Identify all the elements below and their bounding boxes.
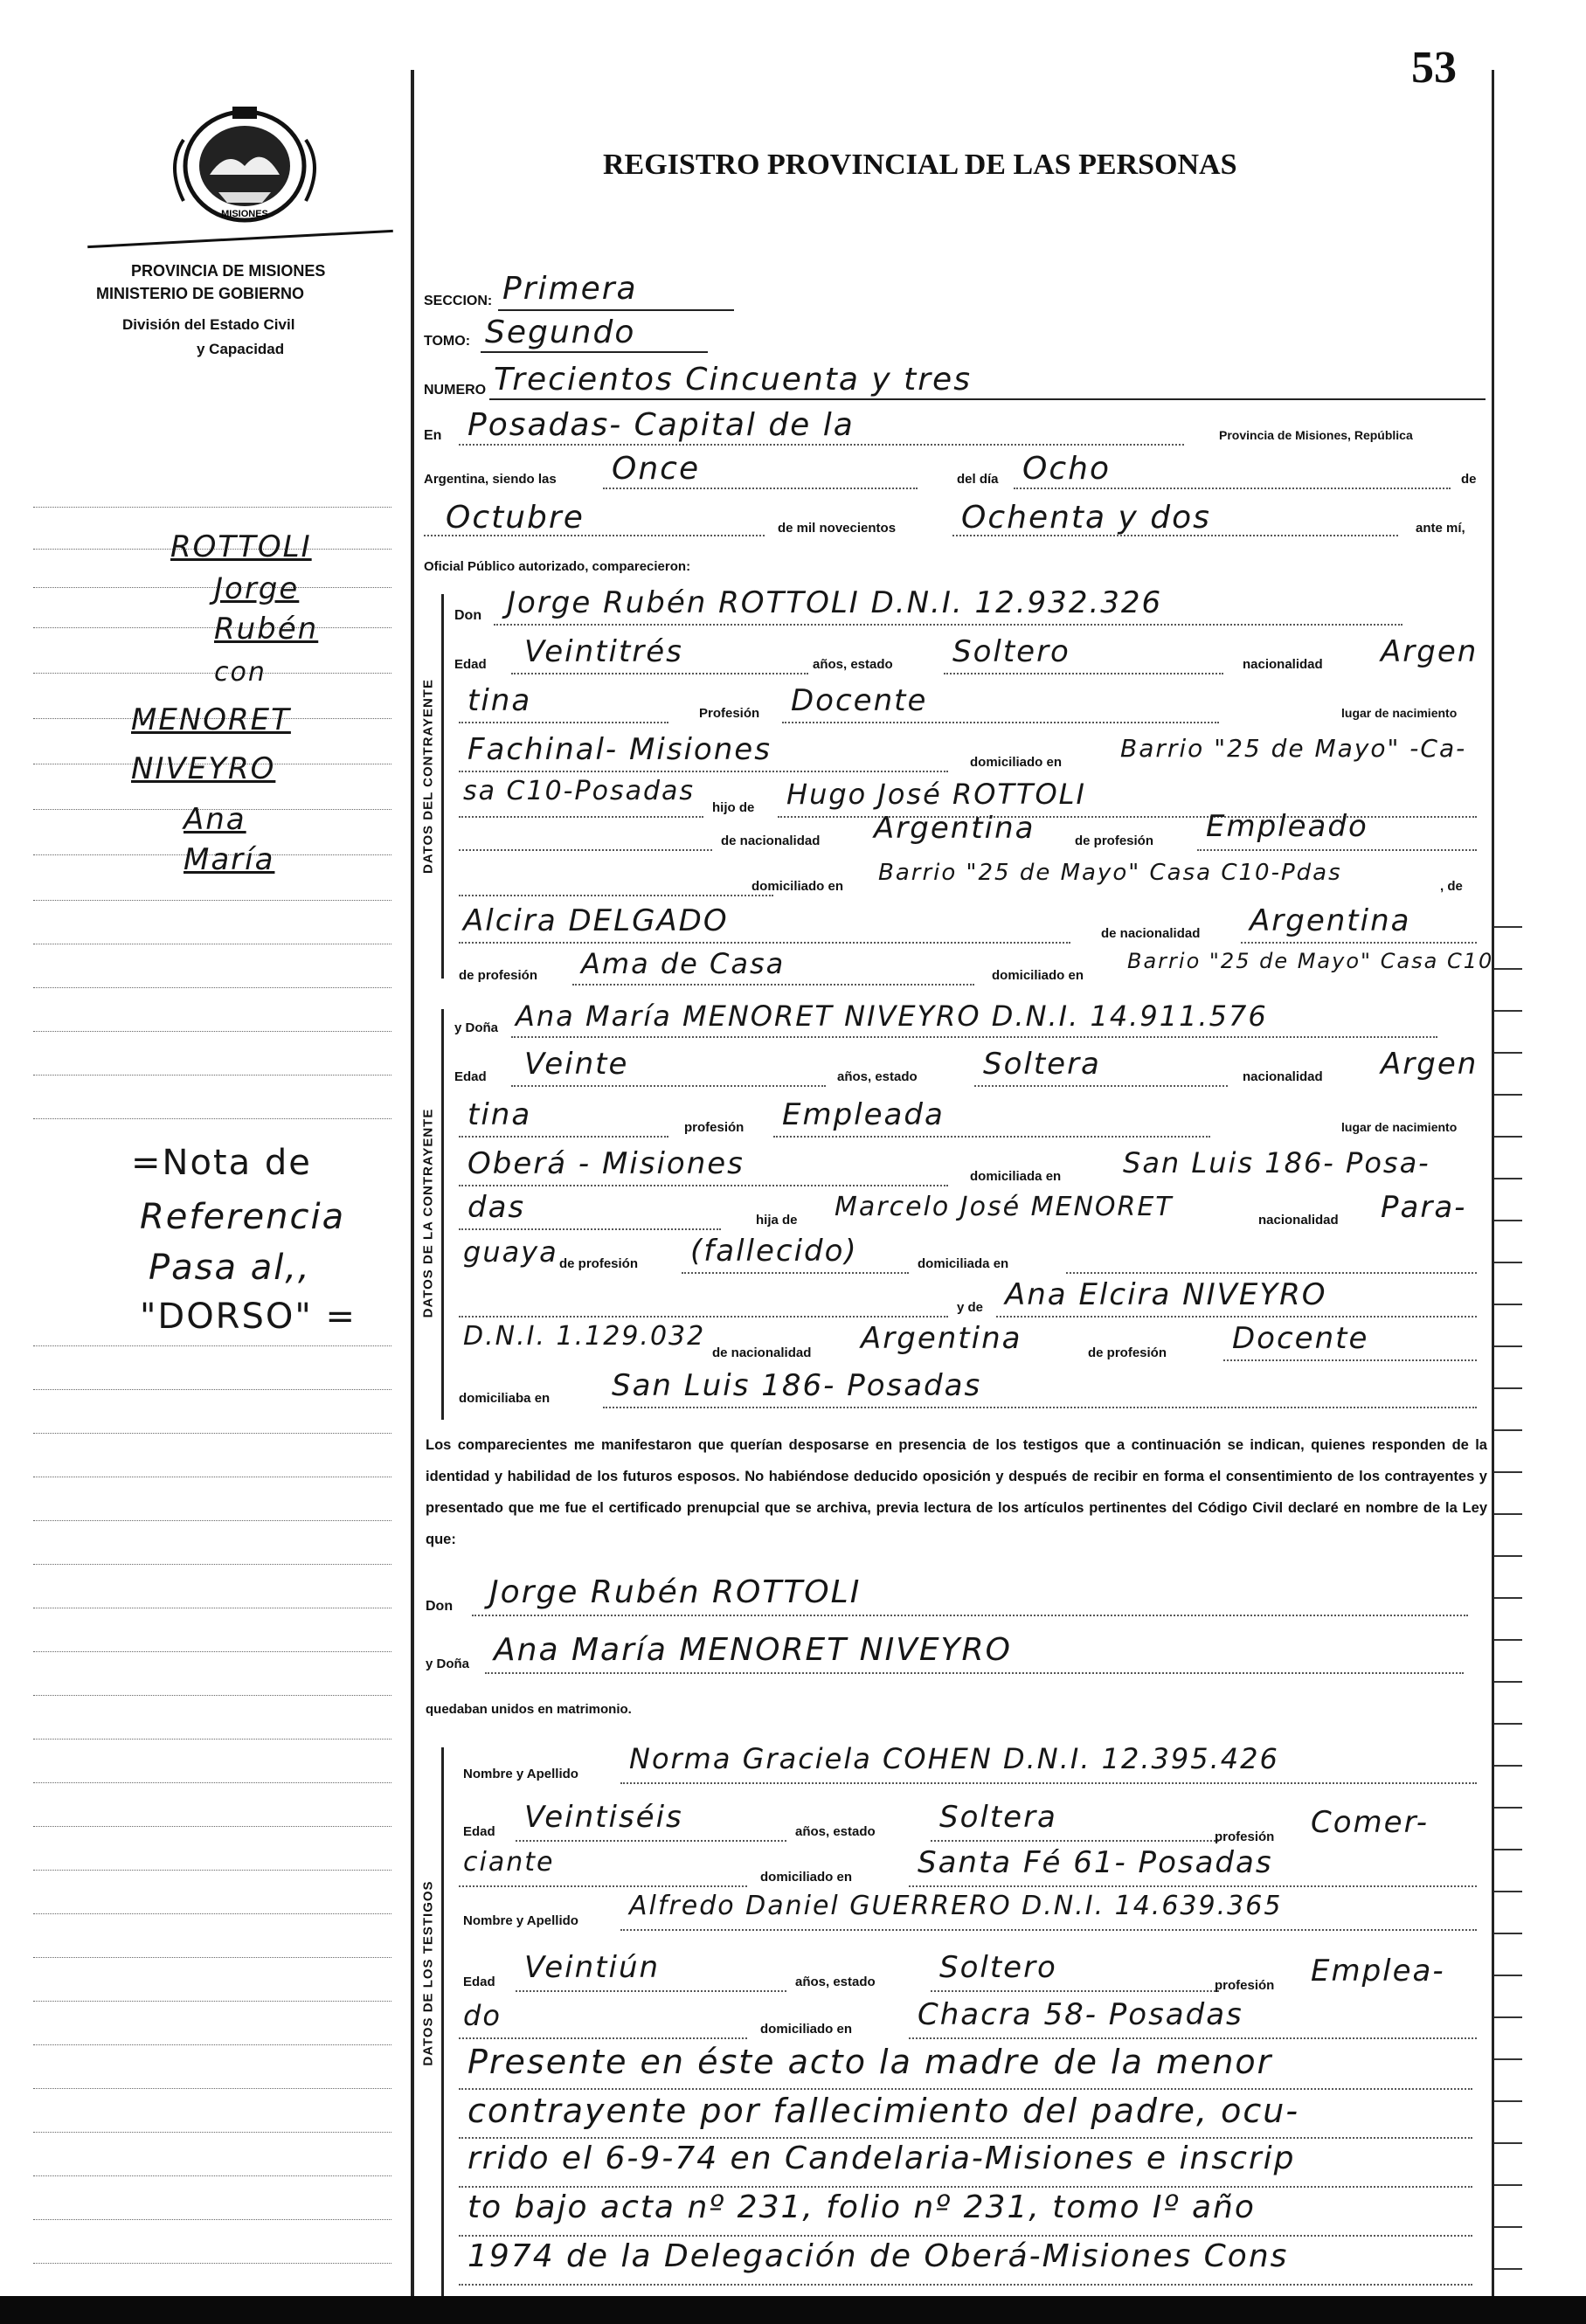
bride-domicilio-a: San Luis 186- Posa-: [1123, 1146, 1430, 1179]
witness-1-profesion-b: ciante: [463, 1847, 555, 1878]
domiciliada-label: domiciliada en: [970, 1169, 1062, 1184]
hija-de-label: hija de: [756, 1213, 798, 1228]
edad-label-2: Edad: [454, 1069, 487, 1084]
bride-madre: Ana Elcira NIVEYRO: [1005, 1277, 1327, 1312]
profesion-label-2: profesión: [684, 1120, 745, 1135]
bride-madre-dni: D.N.I. 1.129.032: [463, 1321, 706, 1352]
witness-2-edad: Veintiún: [524, 1950, 661, 1985]
witness-1-name: Norma Graciela COHEN D.N.I. 12.395.426: [629, 1742, 1279, 1775]
witnesses-section-label: DATOS DE LOS TESTIGOS: [420, 1880, 436, 2066]
domiciliado-label-3: domiciliado en: [992, 968, 1084, 983]
nombre-apellido-label: Nombre y Apellido: [463, 1767, 578, 1781]
declaration-don: Jorge Rubén ROTTOLI: [489, 1574, 862, 1610]
declaration-dona-label: y Doña: [426, 1657, 470, 1671]
domiciliaba-label: domiciliaba en: [459, 1391, 551, 1406]
bride-domicilio-b: das: [467, 1190, 526, 1225]
nombre-apellido-label-2: Nombre y Apellido: [463, 1913, 578, 1928]
de-label: de: [1461, 472, 1477, 487]
note-line: rrido el 6-9-74 en Candelaria-Misiones e inscrip: [467, 2141, 1296, 2176]
bride-section-label: DATOS DE LA CONTRAYENTE: [420, 1108, 436, 1318]
margin-name-line: NIVEYRO: [131, 751, 276, 786]
dia-value: Ocho: [1022, 451, 1111, 487]
ante-mi-label: ante mí,: [1416, 521, 1465, 536]
margin-name-line: Jorge: [214, 571, 300, 606]
witness-2-profesion-a: Emplea-: [1311, 1954, 1445, 1989]
en-value: Posadas- Capital de la: [467, 407, 855, 443]
lugar-nac-label-2: lugar de nacimiento: [1341, 1120, 1458, 1134]
profesion-label-w2: profesión: [1215, 1978, 1275, 1993]
groom-profesion: Docente: [791, 683, 928, 718]
domiciliada-label-2: domiciliada en: [918, 1256, 1009, 1271]
argentina-siendo-label: Argentina, siendo las: [424, 472, 557, 487]
bride-padre-nac-b: guaya: [463, 1235, 558, 1269]
groom-nacionalidad-b: tina: [467, 683, 532, 718]
bride-padre: Marcelo José MENORET: [835, 1192, 1174, 1222]
groom-domicilio-a: Barrio "25 de Mayo" -Ca-: [1120, 734, 1467, 763]
tomo-label: TOMO:: [424, 334, 471, 349]
de-profesion-label-2: de profesión: [459, 968, 538, 983]
groom-padre-prof: Empleado: [1206, 809, 1368, 844]
bride-padre-nac-a: Para-: [1381, 1190, 1467, 1225]
groom-madre-nac: Argentina: [1250, 903, 1411, 938]
anos-estado-label-2: años, estado: [837, 1069, 918, 1084]
y-de-label: y de: [957, 1300, 984, 1315]
groom-padre: Hugo José ROTTOLI: [786, 778, 1086, 811]
groom-name: Jorge Rubén ROTTOLI D.N.I. 12.932.326: [507, 585, 1163, 620]
margin-note-line: Referencia: [140, 1197, 346, 1237]
edad-label-w2: Edad: [463, 1975, 495, 1989]
domiciliado-en-label: domiciliado en: [751, 879, 844, 894]
declaration-paragraph: Los comparecientes me manifestaron que querían desposarse en presencia de los testigos que a continuación se indican, quienes responden de la identidad y habilidad de los futuros esposos. No habiéndose deducido oposición y después de recibir en forma el consentimiento de los contrayentes y presentado que me fue el certificado prenupcial que se archiva, previa lectura de los artículos pertinentes del Código Civil declaré en nombre de la Ley que:: [426, 1437, 1487, 1547]
margin-note-line: =Nota de: [131, 1143, 312, 1183]
oficial-label: Oficial Público autorizado, comparecieron:: [424, 559, 691, 574]
domiciliado-label-w1: domiciliado en: [760, 1870, 853, 1885]
numero-value: Trecientos Cincuenta y tres: [494, 362, 972, 398]
provincial-seal-icon: [157, 105, 332, 253]
witness-2-name: Alfredo Daniel GUERRERO D.N.I. 14.639.365: [629, 1891, 1283, 1921]
bride-nacionalidad-a: Argen: [1381, 1047, 1479, 1082]
margin-note-line: Pasa al,,: [149, 1248, 311, 1288]
del-dia-label: del día: [957, 472, 999, 487]
bride-madre-prof: Docente: [1232, 1321, 1369, 1356]
note-line: to bajo acta nº 231, folio nº 231, tomo Iº año: [467, 2189, 1256, 2225]
groom-padre-dom: Barrio "25 de Mayo" Casa C10-Pdas: [878, 860, 1342, 886]
de-profesion-label-4: de profesión: [1088, 1345, 1167, 1360]
right-margin-lines: [1494, 926, 1529, 2324]
edad-label-w1: Edad: [463, 1824, 495, 1839]
de-nacionalidad-label-3: de nacionalidad: [712, 1345, 812, 1360]
provincia-label: Provincia de Misiones, República: [1219, 428, 1413, 442]
de-nacionalidad-label-2: de nacionalidad: [1101, 926, 1201, 941]
hijo-de-label: hijo de: [712, 800, 755, 815]
nacionalidad-label-3: nacionalidad: [1258, 1213, 1339, 1228]
witness-1-estado: Soltera: [939, 1800, 1057, 1835]
margin-name-line: ROTTOLI: [170, 529, 312, 564]
bride-name: Ana María MENORET NIVEYRO D.N.I. 14.911.576: [516, 999, 1268, 1033]
bottom-edge: [0, 2296, 1586, 2324]
seal-text: MISIONES: [221, 209, 268, 219]
nacionalidad-label: nacionalidad: [1243, 657, 1323, 672]
de-mil-label: de mil novecientos: [778, 521, 897, 536]
groom-section-label: DATOS DEL CONTRAYENTE: [420, 679, 436, 874]
y-dona-label: y Doña: [454, 1020, 499, 1035]
anos-estado-label: años, estado: [813, 657, 893, 672]
anos-estado-label-w1: años, estado: [795, 1824, 876, 1839]
groom-estado: Soltero: [952, 634, 1070, 669]
anos-estado-label-w2: años, estado: [795, 1975, 876, 1989]
hora-value: Once: [612, 451, 701, 487]
tomo-value: Segundo: [485, 315, 636, 350]
profesion-label-w1: profesión: [1215, 1829, 1275, 1844]
numero-label: NUMERO: [424, 383, 487, 398]
declaration-dona: Ana María MENORET NIVEYRO: [494, 1632, 1012, 1668]
edad-label: Edad: [454, 657, 487, 672]
witness-1-edad: Veintiséis: [524, 1800, 683, 1835]
bride-edad: Veinte: [524, 1047, 629, 1082]
de-sep-label: , de: [1440, 879, 1463, 894]
margin-name-line: María: [184, 842, 275, 877]
mes-value: Octubre: [446, 500, 585, 536]
note-line: contrayente por fallecimiento del padre, ocu-: [467, 2092, 1300, 2130]
groom-lugar-nac: Fachinal- Misiones: [467, 732, 772, 767]
margin-name-line: Ana: [184, 802, 246, 837]
seccion-label: SECCION:: [424, 294, 493, 308]
de-profesion-label-3: de profesión: [559, 1256, 639, 1271]
bride-nacionalidad-b: tina: [467, 1097, 532, 1132]
groom-padre-nac: Argentina: [874, 811, 1035, 846]
office-line-2: MINISTERIO DE GOBIERNO: [96, 285, 305, 302]
groom-domicilio-b: sa C10-Posadas: [463, 776, 696, 806]
margin-name-line: Rubén: [214, 612, 319, 647]
witness-1-domicilio: Santa Fé 61- Posadas: [918, 1845, 1273, 1880]
page-number: 53: [1411, 43, 1457, 93]
anio-value: Ochenta y dos: [961, 500, 1211, 536]
declaration-don-label: Don: [426, 1599, 454, 1614]
nacionalidad-label-2: nacionalidad: [1243, 1069, 1323, 1084]
note-line: Presente en éste acto la madre de la menor: [467, 2043, 1273, 2081]
don-label: Don: [454, 608, 482, 623]
registry-title: REGISTRO PROVINCIAL DE LAS PERSONAS: [603, 149, 1237, 181]
office-line-1: PROVINCIA DE MISIONES: [131, 262, 326, 280]
quedaban-label: quedaban unidos en matrimonio.: [426, 1702, 632, 1717]
witness-2-profesion-b: do: [463, 1999, 502, 2032]
note-line: 1974 de la Delegación de Oberá-Misiones Cons: [467, 2238, 1289, 2274]
witness-2-estado: Soltero: [939, 1950, 1057, 1985]
bride-madre-dom: San Luis 186- Posadas: [612, 1368, 982, 1403]
office-line-3: División del Estado Civil: [122, 316, 295, 333]
bride-estado: Soltera: [983, 1047, 1101, 1082]
groom-madre-prof: Ama de Casa: [581, 947, 786, 980]
bride-padre-prof: (fallecido): [690, 1234, 858, 1269]
domiciliado-label-w2: domiciliado en: [760, 2022, 853, 2037]
de-nacionalidad-label: de nacionalidad: [721, 833, 821, 848]
en-label: En: [424, 428, 442, 443]
bride-madre-nac: Argentina: [861, 1321, 1022, 1356]
profesion-label: Profesión: [699, 706, 760, 721]
witness-1-profesion-a: Comer-: [1311, 1805, 1429, 1840]
groom-madre: Alcira DELGADO: [463, 903, 729, 938]
witness-2-domicilio: Chacra 58- Posadas: [918, 1997, 1243, 2032]
margin-name-line: con: [214, 657, 267, 688]
groom-nacionalidad-a: Argen: [1381, 634, 1479, 669]
office-line-4: y Capacidad: [197, 341, 285, 357]
domiciliado-label: domiciliado en: [970, 755, 1063, 770]
bride-profesion: Empleada: [782, 1097, 945, 1132]
groom-edad: Veintitrés: [524, 634, 683, 669]
groom-madre-dom: Barrio "25 de Mayo" Casa C10: [1127, 949, 1494, 973]
seccion-value: Primera: [502, 271, 638, 307]
bride-lugar-nac: Oberá - Misiones: [467, 1146, 745, 1181]
margin-note-line: "DORSO" =: [140, 1297, 357, 1337]
lugar-nac-label: lugar de nacimiento: [1341, 706, 1458, 720]
margin-name-line: MENORET: [131, 702, 291, 737]
de-profesion-label: de profesión: [1075, 833, 1154, 848]
